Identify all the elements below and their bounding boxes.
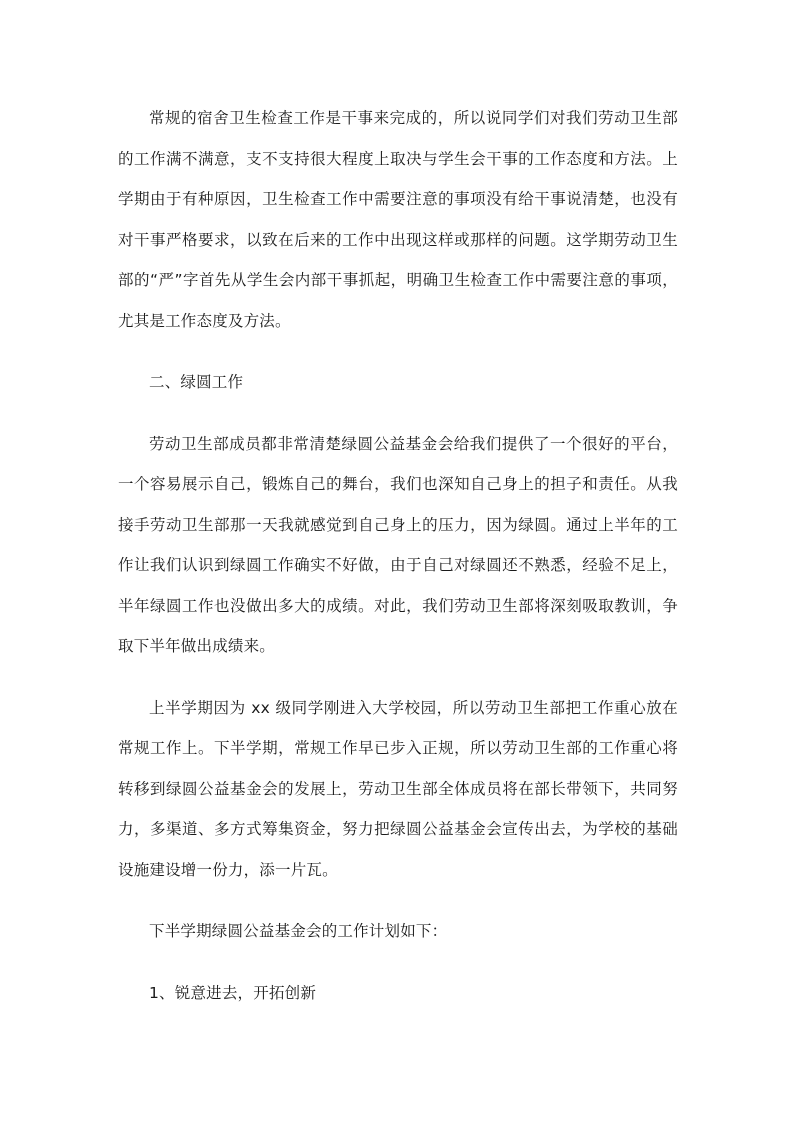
paragraph-dormitory-inspection: 常规的宿舍卫生检查工作是干事来完成的，所以说同学们对我们劳动卫生部的工作满不满意，支不支持很大程度上取决与学生会干事的工作态度和方法。上学期由于有种原因，卫生检查工作中需要注意的事项没有给干事说清楚，也没有对干事严格要求，以致在后来的工作中出现这样或那样的问题。这学期劳动卫生部的“严”字首先从学生会内部干事抓起，明确卫生检查工作中需要注意的事项，尤其是工作态度及方法。 [118, 109, 678, 330]
document-page [118, 98, 678, 1013]
paragraph-work-plan-intro: 下半学期绿圆公益基金会的工作计划如下： [149, 922, 448, 940]
paragraph-semester-focus: 上半学期因为 xx 级同学刚进入大学校园，所以劳动卫生部把工作重心放在常规工作上。下半学期，常规工作早已步入正规，所以劳动卫生部的工作重心将转移到绿圆公益基金会的发展上，劳动卫生部全体成员将在部长带领下，共同努力，多渠道、多方式筹集资金，努力把绿圆公益基金会宣传出去，为学校的基础设施建设增一份力，添一片瓦。 [118, 698, 678, 879]
section-heading-green-garden: 二、绿圆工作 [149, 373, 244, 391]
list-item-plan-1: 1、锐意进去，开拓创新 [149, 983, 317, 1002]
paragraph-green-garden-foundation: 劳动卫生部成员都非常清楚绿圆公益基金会给我们提供了一个很好的平台，一个容易展示自己，锻炼自己的舞台，我们也深知自己身上的担子和责任。从我接手劳动卫生部那一天我就感觉到自己身上的压力，因为绿圆。通过上半年的工作让我们认识到绿圆工作确实不好做，由于自己对绿圆还不熟悉，经验不足上，半年绿圆工作也没做出多大的成绩。对此，我们劳动卫生部将深刻吸取教训，争取下半年做出成绩来。 [118, 434, 678, 655]
